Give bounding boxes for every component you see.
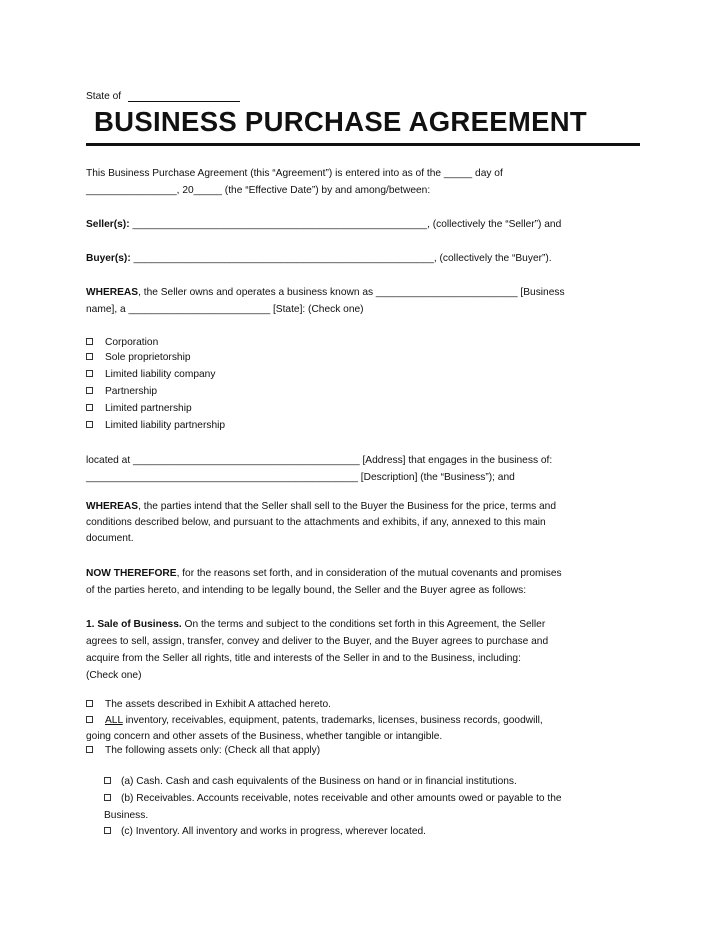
- seller-blank: ____________________________________________________, (collectively the “Seller”) and: [132, 219, 562, 230]
- whereas-1-label: WHEREAS: [86, 287, 139, 298]
- section-1-line-4: (Check one): [86, 670, 142, 681]
- seller-label: Seller(s):: [86, 219, 130, 230]
- sub-asset-label: (c) Inventory. All inventory and works in progress, wherever located.: [121, 826, 427, 837]
- entity-option-label: Limited liability company: [105, 369, 216, 380]
- checkbox[interactable]: [86, 421, 93, 428]
- now-therefore-label: NOW THEREFORE: [86, 568, 177, 579]
- sub-asset-receivables[interactable]: [104, 791, 562, 807]
- checkbox[interactable]: [104, 794, 111, 801]
- sub-asset-receivables-line-2: Business.: [104, 810, 149, 821]
- asset-option-all-assets[interactable]: [86, 713, 543, 729]
- checkbox[interactable]: [86, 353, 93, 360]
- section-1-line-1: [86, 617, 545, 633]
- entity-option-sole-proprietorship[interactable]: [86, 350, 191, 366]
- seller-row: [86, 217, 561, 233]
- entity-option-label: Sole proprietorship: [105, 352, 191, 363]
- checkbox[interactable]: [86, 387, 93, 394]
- whereas-1-text-1: , the Seller owns and operates a business known as _________________________ [Business: [138, 287, 565, 298]
- whereas-1-line-1: [86, 285, 565, 301]
- section-1-line-2: agrees to sell, assign, transfer, convey and deliver to the Buyer, and the Buyer agrees to purchase and: [86, 636, 549, 647]
- intro-line-1: This Business Purchase Agreement (this “Agreement”) is entered into as of the _____ day of: [86, 168, 503, 179]
- entity-option-label: Corporation: [105, 337, 159, 348]
- entity-option-partnership[interactable]: [86, 384, 157, 400]
- sub-asset-label: (b) Receivables. Accounts receivable, notes receivable and other amounts owed or payable to the: [121, 793, 562, 804]
- entity-option-label: Partnership: [105, 386, 158, 397]
- entity-option-label: Limited partnership: [105, 403, 192, 414]
- section-1-line-3: acquire from the Seller all rights, title and interests of the Seller in and to the Business, including:: [86, 653, 521, 664]
- checkbox[interactable]: [86, 700, 93, 707]
- intro-line-2: ________________, 20_____ (the “Effective Date”) by and among/between:: [86, 185, 431, 196]
- asset-option-all-assets-line-2: going concern and other assets of the Business, whether tangible or intangible.: [86, 731, 443, 742]
- asset-option-all-emphasis: ALL: [105, 715, 123, 726]
- asset-option-label: inventory, receivables, equipment, patents, trademarks, licenses, business records, goodwill,: [122, 715, 543, 726]
- whereas-2-line-3: document.: [86, 533, 134, 544]
- now-therefore-line-2: of the parties hereto, and intending to be legally bound, the Seller and the Buyer agree as follows:: [86, 585, 527, 596]
- checkbox[interactable]: [86, 370, 93, 377]
- whereas-2-label: WHEREAS: [86, 501, 139, 512]
- asset-option-exhibit-a[interactable]: [86, 697, 331, 713]
- checkbox[interactable]: [86, 746, 93, 753]
- now-therefore-line-1: [86, 566, 562, 582]
- buyer-label: Buyer(s):: [86, 253, 131, 264]
- whereas-2-line-1: [86, 499, 556, 515]
- entity-option-llc[interactable]: [86, 367, 215, 383]
- asset-option-label: The assets described in Exhibit A attached hereto.: [105, 699, 331, 710]
- location-line-2: ________________________________________________ [Description] (the “Business”); and: [86, 472, 515, 483]
- whereas-2-text-1: , the parties intend that the Seller shall sell to the Buyer the Business for the price, terms and: [138, 501, 556, 512]
- sub-asset-cash[interactable]: [104, 774, 517, 790]
- sub-asset-label: (a) Cash. Cash and cash equivalents of the Business on hand or in financial institutions.: [121, 776, 517, 787]
- now-therefore-text-1: , for the reasons set forth, and in consideration of the mutual covenants and promises: [176, 568, 562, 579]
- asset-option-following-only[interactable]: [86, 743, 320, 759]
- entity-option-limited-partnership[interactable]: [86, 401, 192, 417]
- entity-option-llp[interactable]: [86, 418, 225, 434]
- section-1-label: 1. Sale of Business.: [86, 619, 182, 630]
- checkbox[interactable]: [104, 827, 111, 834]
- title-rule: [86, 143, 640, 146]
- state-label: State of: [86, 91, 122, 102]
- section-1-text-1: On the terms and subject to the conditions set forth in this Agreement, the Seller: [181, 619, 546, 630]
- checkbox[interactable]: [86, 716, 93, 723]
- buyer-blank: _____________________________________________________, (collectively the “Buyer”).: [133, 253, 552, 264]
- checkbox[interactable]: [104, 777, 111, 784]
- sub-asset-inventory[interactable]: [104, 824, 426, 840]
- document-title: BUSINESS PURCHASE AGREEMENT: [94, 106, 587, 137]
- whereas-1-line-2: name], a _________________________ [State]: (Check one): [86, 304, 364, 315]
- asset-option-label: The following assets only: (Check all that apply): [105, 745, 321, 756]
- whereas-2-line-2: conditions described below, and pursuant to the attachments and exhibits, if any, annexed to this main: [86, 517, 546, 528]
- buyer-row: [86, 251, 552, 267]
- entity-option-corporation[interactable]: [86, 335, 158, 351]
- location-line-1: located at ________________________________________ [Address] that engages in the business of:: [86, 455, 553, 466]
- checkbox[interactable]: [86, 404, 93, 411]
- entity-option-label: Limited liability partnership: [105, 420, 226, 431]
- state-blank-line: [128, 101, 240, 102]
- checkbox[interactable]: [86, 338, 93, 345]
